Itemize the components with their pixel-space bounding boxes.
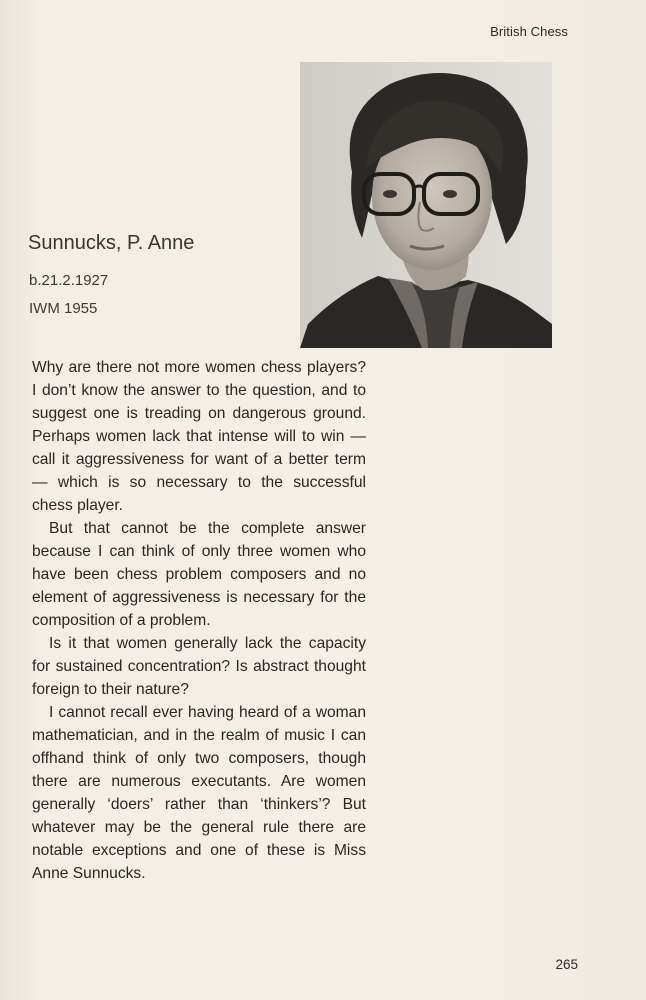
paragraph: I cannot recall ever having heard of a woman mathematician, and in the realm of music I can offhand think of only two composers, though there are numerous executants. Are women generally ‘doers’ rather than ‘thinkers’? But whatever may be the general rule there are notable exceptions and one of these is Miss Anne Sunnucks. (32, 704, 366, 882)
page-number: 265 (555, 957, 578, 972)
body-text (32, 356, 366, 885)
entry-name: Sunnucks, P. Anne (28, 232, 195, 254)
paragraph: But that cannot be the complete answer because I can think of only three women who have been chess problem composers and no element of aggressiveness is necessary for the composition of a problem. (32, 520, 366, 629)
birth-date: b.21.2.1927 (29, 272, 109, 289)
chess-title: IWM 1955 (29, 300, 98, 317)
portrait-photo (300, 62, 552, 348)
running-head: British Chess (490, 24, 568, 39)
paragraph: Why are there not more women chess players? I don’t know the answer to the question, and to suggest one is treading on dangerous ground. Perhaps women lack that intense will to win — call it aggressiveness for want of a better term — which is so necessary to the successful chess player. (32, 359, 366, 514)
paragraph: Is it that women generally lack the capacity for sustained concentration? Is abstract thought foreign to their nature? (32, 635, 366, 698)
portrait-photo-icon (300, 62, 552, 348)
